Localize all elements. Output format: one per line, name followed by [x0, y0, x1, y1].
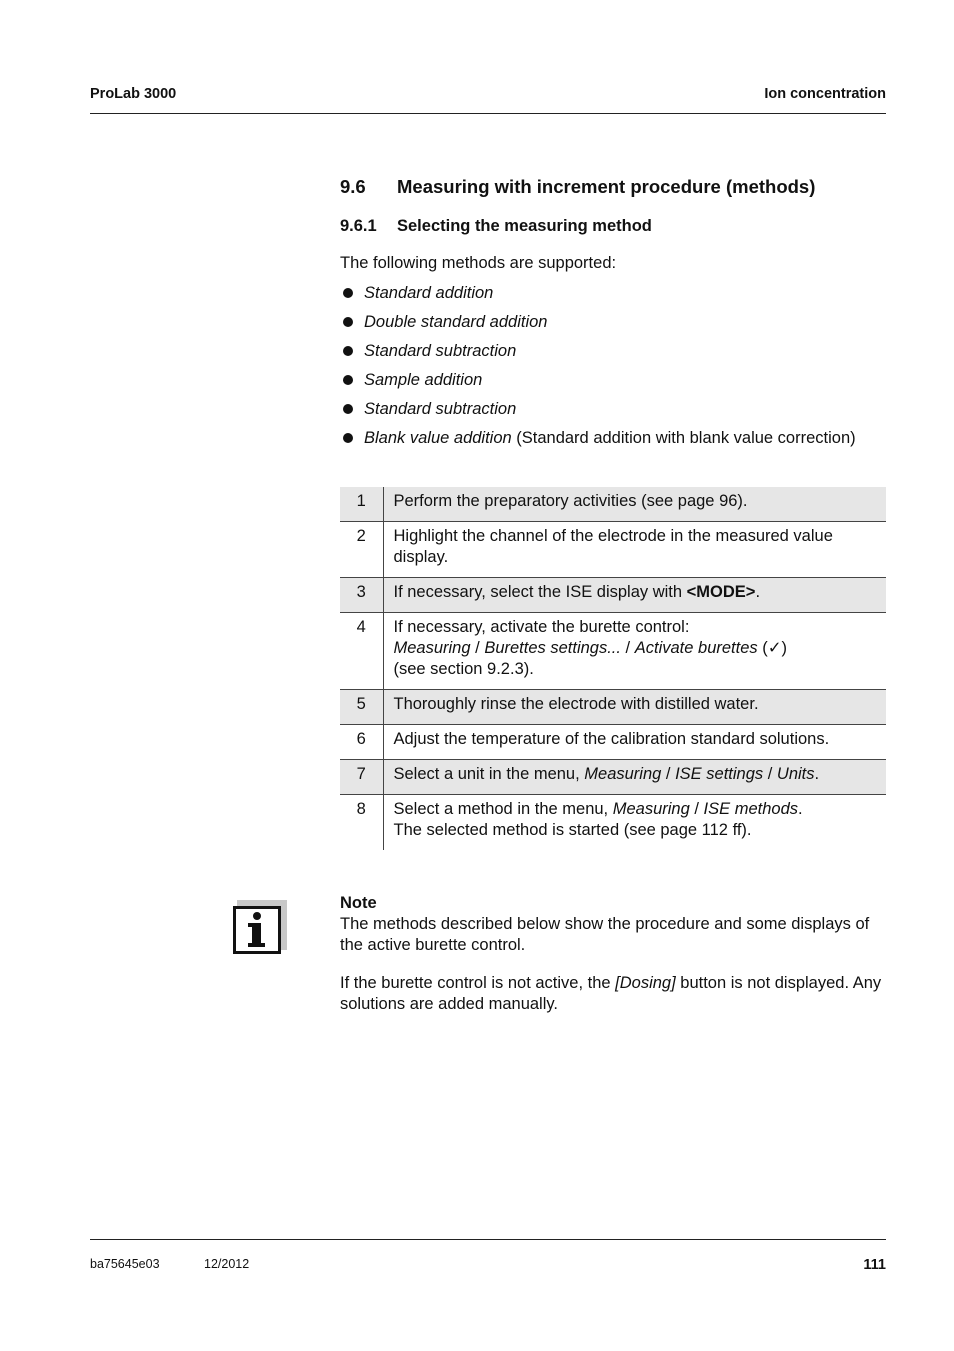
bullet-icon	[343, 346, 353, 356]
method-name: Standard subtraction	[364, 342, 517, 360]
header-product: ProLab 3000	[90, 86, 177, 102]
note-title: Note	[340, 894, 377, 912]
step-text: Select a method in the menu, Measuring / ISE methods. The selected method is started (see page 112 ff).	[393, 800, 803, 839]
step-number: 4	[340, 613, 383, 690]
step-text: Thoroughly rinse the electrode with distilled water.	[393, 695, 759, 713]
intro-text: The following methods are supported:	[340, 254, 617, 272]
bullet-icon	[343, 404, 353, 414]
header-rule	[90, 113, 886, 114]
step-number: 2	[340, 522, 383, 578]
table-row	[340, 578, 886, 613]
table-row	[340, 690, 886, 725]
step-text: If necessary, activate the burette control: Measuring / Burettes settings... / Activate burettes (✓) (see section 9.2.3).	[393, 618, 788, 678]
section-heading	[340, 176, 815, 198]
footer-rule	[90, 1239, 886, 1240]
list-item	[340, 398, 900, 427]
note-paragraph-1: The methods described below show the procedure and some displays of the active burette control.	[340, 915, 870, 954]
table-row	[340, 613, 886, 690]
method-name: Standard addition	[364, 284, 494, 302]
list-item	[340, 282, 900, 311]
steps-table	[340, 487, 886, 850]
step-text: Adjust the temperature of the calibration standard solutions.	[393, 730, 830, 748]
step-text: If necessary, select the ISE display with <MODE>.	[393, 583, 761, 601]
dosing-button-ref: [Dosing]	[615, 974, 676, 992]
step-number: 7	[340, 760, 383, 795]
method-name: Standard subtraction	[364, 400, 517, 418]
table-row	[340, 522, 886, 578]
list-item	[340, 340, 900, 369]
list-item	[340, 369, 900, 398]
note-block	[340, 893, 886, 1015]
step-text: Select a unit in the menu, Measuring / ISE settings / Units.	[393, 765, 820, 783]
page-number: 111	[863, 1257, 886, 1273]
table-row	[340, 725, 886, 760]
step-number: 8	[340, 795, 383, 851]
table-row	[340, 760, 886, 795]
table-row	[340, 487, 886, 522]
header-chapter: Ion concentration	[764, 86, 886, 102]
section-title: Measuring with increment procedure (methods)	[397, 176, 816, 197]
method-extra: (Standard addition with blank value correction)	[511, 429, 856, 447]
step-number: 6	[340, 725, 383, 760]
method-list	[340, 282, 900, 456]
subsection-heading	[340, 217, 652, 236]
method-name: Double standard addition	[364, 313, 548, 331]
step-text: Highlight the channel of the electrode in the measured value display.	[393, 527, 833, 566]
info-icon	[233, 900, 287, 954]
method-name: Blank value addition	[364, 429, 512, 447]
footer-doc-id: ba75645e03	[90, 1257, 160, 1271]
section-number: 9.6	[340, 176, 366, 197]
list-item	[340, 311, 900, 340]
note-paragraph-2: If the burette control is not active, the [Dosing] button is not displayed. Any solutions are added manually.	[340, 974, 882, 1013]
bullet-icon	[343, 317, 353, 327]
bullet-icon	[343, 375, 353, 385]
subsection-number: 9.6.1	[340, 217, 377, 235]
step-number: 3	[340, 578, 383, 613]
list-item	[340, 427, 900, 456]
step-text: Perform the preparatory activities (see page 96).	[393, 492, 748, 510]
table-row	[340, 795, 886, 851]
bullet-icon	[343, 433, 353, 443]
step-number: 1	[340, 487, 383, 522]
bullet-icon	[343, 288, 353, 298]
footer-date: 12/2012	[204, 1257, 250, 1271]
subsection-title: Selecting the measuring method	[397, 217, 652, 235]
method-name: Sample addition	[364, 371, 483, 389]
step-number: 5	[340, 690, 383, 725]
